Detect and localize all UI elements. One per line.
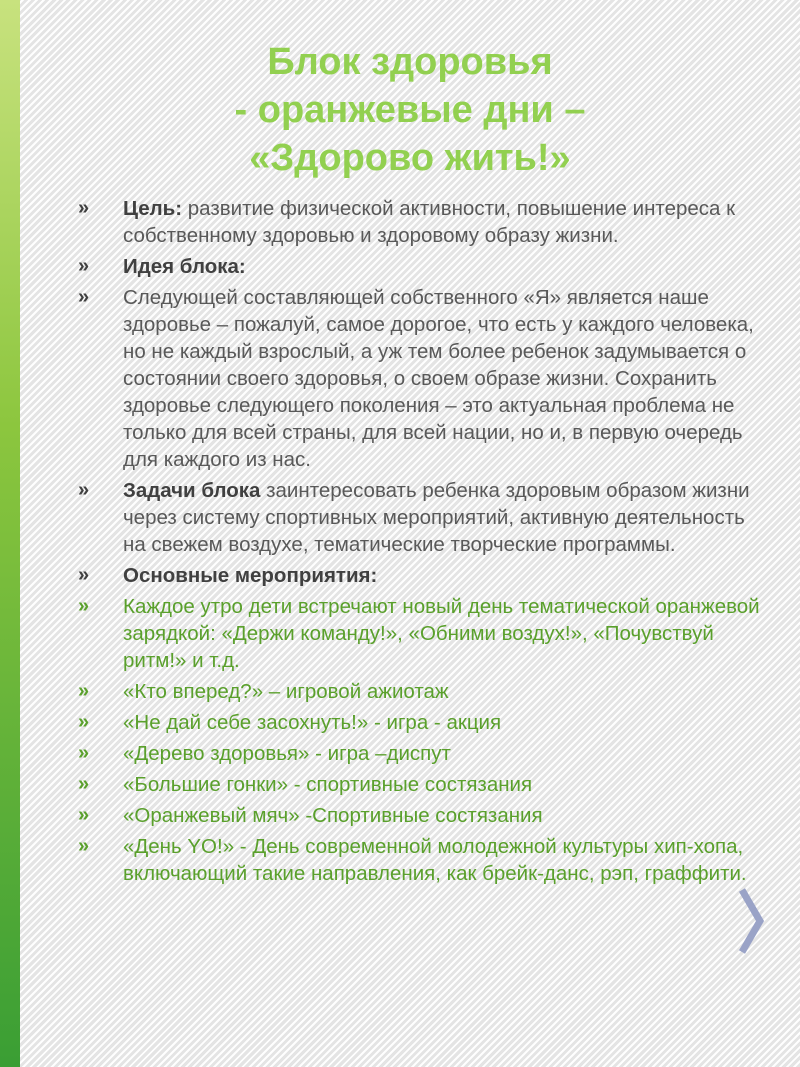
list-item-goal — [78, 195, 768, 249]
slide-title — [20, 38, 800, 182]
idea-text: Следующей составляющей собственного «Я» является наше здоровье – пожалуй, самое дорогое, что есть у каждого человека, но не каждый взрослый, а уж тем более ребенок задумывается о состоянии своего здоровья, о своем образе жизни. Сохранить здоровье следующего поколения – это актуальная проблема не только для всей страны, для всей нации, но и, в первую очередь для каждого из нас. — [123, 286, 754, 471]
title-line-1: Блок здоровья — [267, 41, 553, 83]
goal-text: развитие физической активности, повышение интереса к собственному здоровью и здоровому образу жизни. — [123, 197, 736, 247]
event-text: Каждое утро дети встречают новый день тематической оранжевой зарядкой: «Держи команду!», «Обними воздух!», «Почувствуй ритм!» и т.д. — [123, 595, 760, 672]
list-item-event — [78, 802, 768, 829]
bullet-icon: » — [78, 773, 90, 795]
list-item-idea-heading — [78, 253, 768, 280]
bullet-icon: » — [78, 564, 90, 586]
left-accent-bar — [0, 0, 20, 1067]
tasks-label: Задачи блока — [123, 479, 261, 502]
list-item-event — [78, 740, 768, 767]
list-item-event — [78, 833, 768, 887]
list-item-events-heading — [78, 562, 768, 589]
chevron-right-icon[interactable] — [736, 886, 766, 956]
list-item-event — [78, 678, 768, 705]
list-item-event — [78, 709, 768, 736]
events-heading: Основные мероприятия: — [123, 564, 378, 587]
list-item-idea-text — [78, 284, 768, 473]
event-text: «День YO!» - День современной молодежной культуры хип-хопа, включающий такие направления, как брейк-данс, рэп, граффити. — [123, 835, 747, 885]
bullet-icon: » — [78, 286, 90, 308]
list-item-tasks — [78, 477, 768, 558]
title-line-3: «Здорово жить!» — [249, 137, 571, 179]
event-text: «Дерево здоровья» - игра –диспут — [123, 742, 451, 765]
tasks-text: заинтересовать ребенка здоровым образом жизни через систему спортивных мероприятий, активную деятельность на свежем воздухе, тематические творческие программы. — [123, 479, 750, 556]
list-item-event — [78, 771, 768, 798]
event-text: «Оранжевый мяч» -Спортивные состязания — [123, 804, 543, 827]
goal-label: Цель: — [123, 197, 183, 220]
bullet-icon: » — [78, 197, 90, 219]
event-text: «Кто вперед?» – игровой ажиотаж — [123, 680, 449, 703]
bullet-icon: » — [78, 479, 90, 501]
bullet-icon: » — [78, 742, 90, 764]
bullet-icon: » — [78, 255, 90, 277]
bullet-icon: » — [78, 595, 90, 617]
title-line-2: - оранжевые дни – — [234, 89, 586, 131]
bullet-icon: » — [78, 835, 90, 857]
event-text: «Большие гонки» - спортивные состязания — [123, 773, 533, 796]
bullet-icon: » — [78, 680, 90, 702]
event-text: «Не дай себе засохнуть!» - игра - акция — [123, 711, 502, 734]
list-item-event — [78, 593, 768, 674]
bullet-icon: » — [78, 711, 90, 733]
bullet-icon: » — [78, 804, 90, 826]
content-list — [78, 195, 768, 891]
idea-heading: Идея блока: — [123, 255, 246, 278]
